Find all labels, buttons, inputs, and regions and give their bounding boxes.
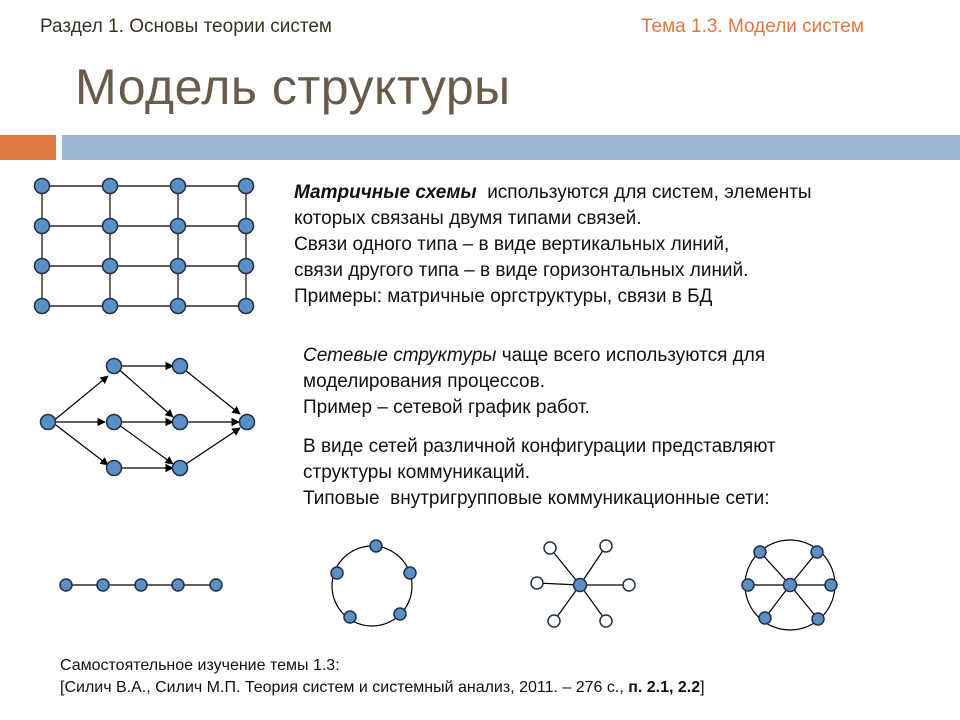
section-label: Раздел 1. Основы теории систем xyxy=(40,16,332,37)
network-description xyxy=(303,343,923,421)
network-line-1 xyxy=(303,343,923,369)
comm-line-2: структуры коммуникаций. xyxy=(303,462,531,483)
study-citation: [Силич В.А., Силич М.П. Теория систем и системный анализ, 2011. – 276 с., xyxy=(60,679,629,696)
matrix-line-2: которых связаны двумя типами связей. xyxy=(294,208,642,229)
network-line-2: моделирования процессов. xyxy=(303,371,545,392)
study-line-2 xyxy=(60,677,705,699)
communication-description xyxy=(303,434,923,512)
study-citation-end: ] xyxy=(700,679,705,696)
network-line-1-rest: чаще всего используются для xyxy=(501,345,766,366)
page-title: Модель структуры xyxy=(75,59,511,115)
study-line-1: Самостоятельное изучение темы 1.3: xyxy=(60,657,340,674)
network-line-3: Пример – сетевой график работ. xyxy=(303,397,590,418)
matrix-description xyxy=(294,180,934,310)
matrix-line-1-rest: используются для систем, элементы xyxy=(487,182,812,203)
matrix-term: Матричные схемы xyxy=(294,182,477,203)
matrix-line-3: Связи одного типа – в виде вертикальных линий, xyxy=(294,234,730,255)
self-study-reference xyxy=(60,655,705,699)
matrix-line-1 xyxy=(294,180,934,206)
comm-line-1: В виде сетей различной конфигурации представляют xyxy=(303,436,776,457)
topic-label: Тема 1.3. Модели систем xyxy=(641,16,864,37)
matrix-line-5: Примеры: матричные оргструктуры, связи в БД xyxy=(294,286,713,307)
comm-line-3: Типовые внутригрупповые коммуникационные сети: xyxy=(303,488,770,509)
matrix-line-4: связи другого типа – в виде горизонтальных линий. xyxy=(294,260,749,281)
network-term: Сетевые структуры xyxy=(303,345,497,366)
study-sections: п. 2.1, 2.2 xyxy=(628,679,701,696)
